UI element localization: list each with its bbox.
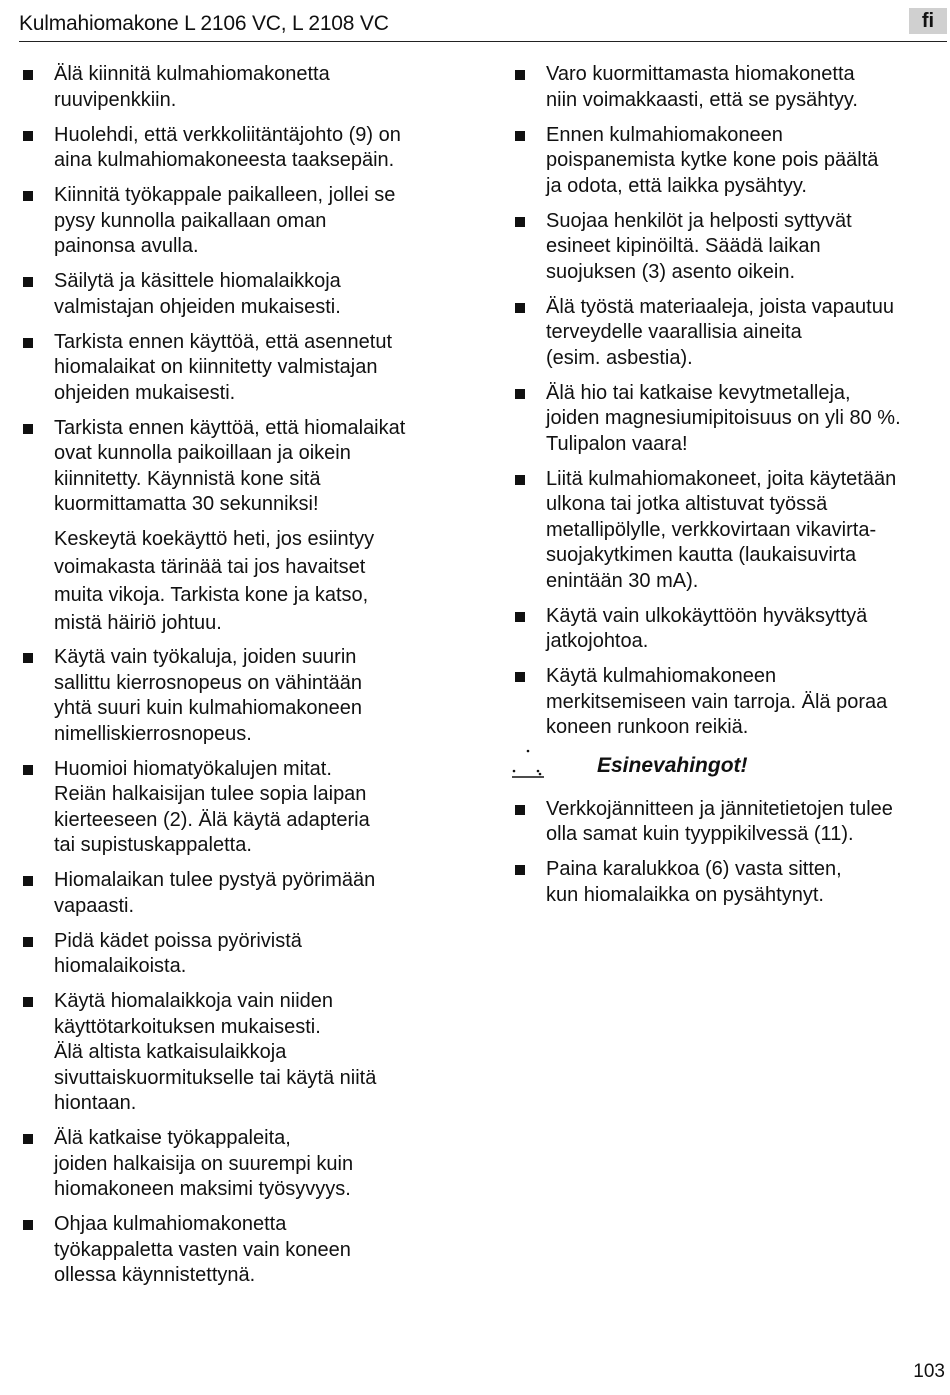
list-item-text: Suojaa henkilöt ja helposti syttyvät esineet kipinöiltä. Säädä laikan suojuksen (3) asento oikein. xyxy=(546,209,852,283)
list-item-text: Tarkista ennen käyttöä, että asennetut hiomalaikat on kiinnitetty valmistajan ohjeiden mukaisesti. xyxy=(54,330,392,404)
list-item-text: Hiomalaikan tulee pystyä pyörimään vapaasti. xyxy=(54,869,376,917)
list-item-text: Käytä kulmahiomakoneen merkitsemiseen vain tarroja. Älä poraa koneen runkoon reikiä. xyxy=(546,665,888,738)
list-item xyxy=(511,467,949,595)
list-item-text: Liitä kulmahiomakoneet, joita käytetään ulkona tai jotka altistuvat työssä metallipölylle, verkkovirtaan vikavirta- suojakytkimen kautta (laukaisuvirta enintään 30 mA). xyxy=(546,467,897,592)
list-item xyxy=(19,416,464,518)
square-bullet-icon xyxy=(515,217,525,227)
list-item xyxy=(511,123,949,200)
list-item-text: Pidä kädet poissa pyörivistä hiomalaikoista. xyxy=(54,929,302,977)
list-item-text: Säilytä ja käsittele hiomalaikkoja valmistajan ohjeiden mukaisesti. xyxy=(54,270,341,318)
square-bullet-icon xyxy=(23,653,33,663)
list-item xyxy=(511,857,949,908)
list-item xyxy=(19,1212,464,1289)
language-badge: fi xyxy=(909,8,947,34)
list-item xyxy=(511,797,949,848)
square-bullet-icon xyxy=(515,389,525,399)
list-item-text: Älä hio tai katkaise kevytmetalleja, joiden magnesiumipitoisuus on yli 80 %. Tulipalon vaara! xyxy=(546,381,901,455)
list-item-text: Älä kiinnitä kulmahiomakonetta ruuvipenkkiin. xyxy=(54,63,330,111)
list-item xyxy=(511,295,949,372)
square-bullet-icon xyxy=(23,70,33,80)
square-bullet-icon xyxy=(23,997,33,1007)
square-bullet-icon xyxy=(515,303,525,313)
list-item xyxy=(19,62,464,113)
warning-label: Esinevahingot! xyxy=(597,753,748,777)
list-item xyxy=(511,209,949,286)
list-item xyxy=(19,989,464,1117)
list-item-text: Älä katkaise työkappaleita, joiden halkaisija on suurempi kuin hiomakoneen maksimi työsyvyys. xyxy=(54,1127,354,1200)
square-bullet-icon xyxy=(23,277,33,287)
list-item xyxy=(19,330,464,407)
square-bullet-icon xyxy=(515,805,525,815)
left-column xyxy=(19,62,464,1298)
square-bullet-icon xyxy=(515,475,525,485)
square-bullet-icon xyxy=(23,765,33,775)
list-item xyxy=(19,1126,464,1203)
page-number: 103 xyxy=(913,1361,945,1382)
page-header-title: Kulmahiomakone L 2106 VC, L 2108 VC xyxy=(19,12,389,35)
list-item-text: Paina karalukkoa (6) vasta sitten, kun hiomalaikka on pysähtynyt. xyxy=(546,858,842,906)
square-bullet-icon xyxy=(23,1220,33,1230)
list-item-text: Ennen kulmahiomakoneen poispanemista kytke kone pois päältä ja odota, että laikka pysähtyy. xyxy=(546,123,879,197)
square-bullet-icon xyxy=(515,131,525,141)
right-column xyxy=(511,62,949,918)
list-item xyxy=(19,868,464,919)
list-item xyxy=(19,269,464,320)
property-damage-warning xyxy=(511,753,949,789)
list-item xyxy=(19,645,464,747)
test-run-note: Keskeytä koekäyttö heti, jos esiintyy voimakasta tärinää tai jos havaitset muita vikoja. Tarkista kone ja katso, mistä häiriö johtuu. xyxy=(54,528,375,634)
list-item-text: Älä työstä materiaaleja, joista vapautuu terveydelle vaarallisia aineita (esim. asbestia). xyxy=(546,295,894,369)
list-item xyxy=(19,757,464,859)
square-bullet-icon xyxy=(23,1134,33,1144)
list-item xyxy=(19,183,464,260)
square-bullet-icon xyxy=(515,865,525,875)
square-bullet-icon xyxy=(515,70,525,80)
list-item xyxy=(511,604,949,655)
list-item xyxy=(511,664,949,741)
list-item xyxy=(511,62,949,113)
list-item-text: Kiinnitä työkappale paikalleen, jollei se pysy kunnolla paikallaan oman painonsa avulla. xyxy=(54,184,396,257)
square-bullet-icon xyxy=(23,191,33,201)
list-item-text: Käytä vain ulkokäyttöön hyväksyttyä jatkojohtoa. xyxy=(546,604,868,652)
list-item-text: Tarkista ennen käyttöä, että hiomalaikat ovat kunnolla paikoillaan ja oikein kiinnitetty. Käynnistä kone sitä kuormittamatta 30 sekunniksi! xyxy=(54,416,406,515)
list-item-text: Huolehdi, että verkkoliitäntäjohto (9) on aina kulmahiomakoneesta taaksepäin. xyxy=(54,123,401,171)
square-bullet-icon xyxy=(23,876,33,886)
list-item-text: Käytä vain työkaluja, joiden suurin sallittu kierrosnopeus on vähintään yhtä suuri kuin kulmahiomakoneen nimelliskierrosnopeus. xyxy=(54,646,362,745)
list-item-text: Verkkojännitteen ja jännitetietojen tulee olla samat kuin tyyppikilvessä (11). xyxy=(546,797,893,845)
list-item xyxy=(19,123,464,174)
header-divider xyxy=(19,41,947,42)
list-item xyxy=(511,381,949,458)
list-item-text: Varo kuormittamasta hiomakonetta niin voimakkaasti, että se pysähtyy. xyxy=(546,63,858,111)
square-bullet-icon xyxy=(23,937,33,947)
square-bullet-icon xyxy=(23,131,33,141)
square-bullet-icon xyxy=(515,672,525,682)
square-bullet-icon xyxy=(515,612,525,622)
list-item xyxy=(19,929,464,980)
square-bullet-icon xyxy=(23,424,33,434)
list-item-text: Käytä hiomalaikkoja vain niiden käyttötarkoituksen mukaisesti. Älä altista katkaisulaikkoja sivuttaiskuormitukselle tai käytä niitä hiontaan. xyxy=(54,990,377,1114)
list-item-text: Ohjaa kulmahiomakonetta työkappaletta vasten vain koneen ollessa käynnistettynä. xyxy=(54,1213,351,1286)
warning-triangle-icon xyxy=(511,745,545,779)
square-bullet-icon xyxy=(23,338,33,348)
list-item-text: Huomioi hiomatyökalujen mitat. Reiän halkaisijan tulee sopia laipan kierteeseen (2). Älä käytä adapteria tai supistuskappaletta. xyxy=(54,757,370,856)
